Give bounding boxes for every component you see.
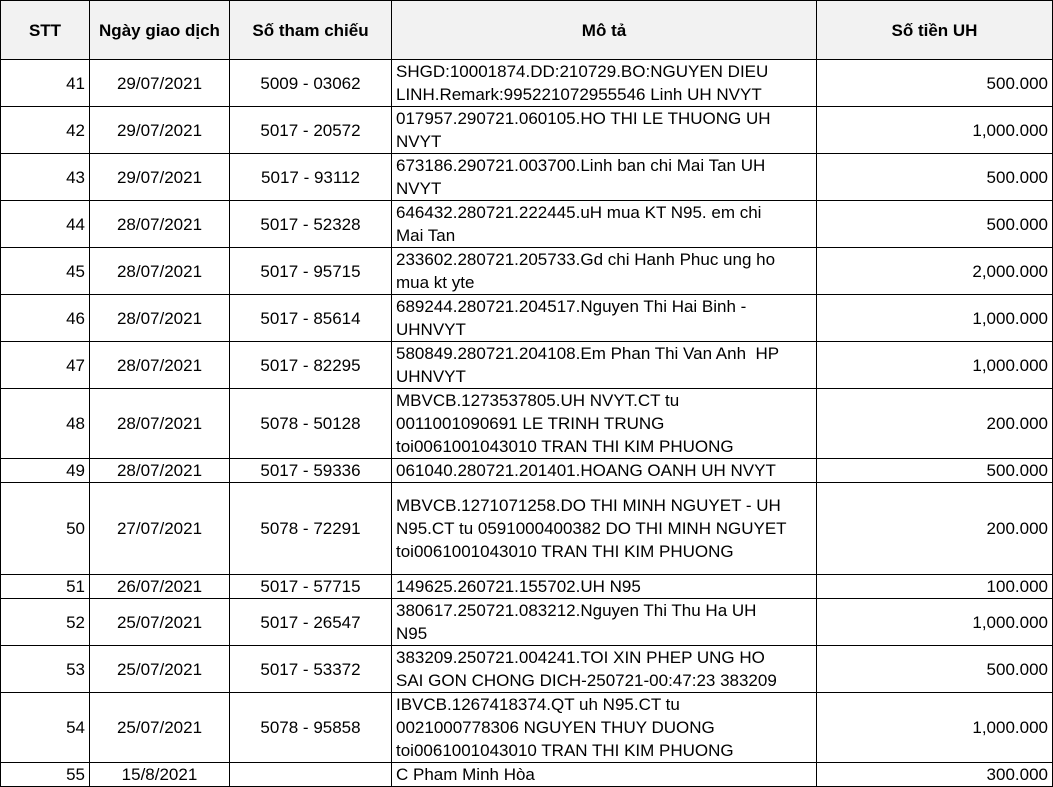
table-row (1, 575, 1053, 599)
table-row (1, 342, 1053, 389)
desc-line: toi0061001043010 TRAN THI KIM PHUONG (396, 542, 734, 561)
cell-stt: 55 (1, 763, 90, 787)
table-body (1, 60, 1053, 787)
desc-line: 673186.290721.003700.Linh ban chi Mai Tan UH (396, 156, 766, 175)
cell-ref: 5078 - 72291 (230, 483, 392, 575)
cell-ref: 5017 - 82295 (230, 342, 392, 389)
desc-line: MBVCB.1271071258.DO THI MINH NGUYET - UH (396, 496, 781, 515)
cell-amount: 500.000 (817, 154, 1053, 201)
table-row (1, 295, 1053, 342)
cell-amount: 1,000.000 (817, 342, 1053, 389)
cell-desc (392, 763, 817, 787)
header-desc: Mô tả (392, 1, 817, 60)
cell-desc (392, 389, 817, 459)
desc-line: 689244.280721.204517.Nguyen Thi Hai Binh - (396, 297, 747, 316)
cell-date: 25/07/2021 (90, 646, 230, 693)
cell-amount: 1,000.000 (817, 107, 1053, 154)
table-row (1, 389, 1053, 459)
cell-date: 25/07/2021 (90, 599, 230, 646)
cell-amount: 100.000 (817, 575, 1053, 599)
cell-amount: 500.000 (817, 201, 1053, 248)
desc-line: 0021000778306 NGUYEN THUY DUONG (396, 718, 715, 737)
cell-desc (392, 599, 817, 646)
cell-date: 27/07/2021 (90, 483, 230, 575)
cell-ref: 5078 - 95858 (230, 693, 392, 763)
cell-amount: 1,000.000 (817, 599, 1053, 646)
cell-date: 28/07/2021 (90, 295, 230, 342)
cell-desc (392, 248, 817, 295)
desc-line: 017957.290721.060105.HO THI LE THUONG UH (396, 109, 771, 128)
cell-ref: 5017 - 59336 (230, 459, 392, 483)
cell-amount: 500.000 (817, 459, 1053, 483)
cell-amount: 2,000.000 (817, 248, 1053, 295)
cell-amount: 200.000 (817, 483, 1053, 575)
cell-stt: 46 (1, 295, 90, 342)
cell-date: 29/07/2021 (90, 60, 230, 107)
table-row (1, 599, 1053, 646)
desc-line: toi0061001043010 TRAN THI KIM PHUONG (396, 741, 734, 760)
cell-desc (392, 154, 817, 201)
cell-desc (392, 575, 817, 599)
desc-line: C Pham Minh Hòa (396, 765, 535, 784)
cell-date: 25/07/2021 (90, 693, 230, 763)
desc-line: 383209.250721.004241.TOI XIN PHEP UNG HO (396, 648, 765, 667)
header-row (1, 1, 1053, 60)
cell-amount: 500.000 (817, 60, 1053, 107)
cell-stt: 54 (1, 693, 90, 763)
cell-date: 26/07/2021 (90, 575, 230, 599)
table-row (1, 763, 1053, 787)
cell-stt: 41 (1, 60, 90, 107)
desc-line: 380617.250721.083212.Nguyen Thi Thu Ha UH (396, 601, 757, 620)
cell-desc (392, 60, 817, 107)
cell-desc (392, 295, 817, 342)
cell-stt: 50 (1, 483, 90, 575)
cell-amount: 1,000.000 (817, 693, 1053, 763)
cell-stt: 45 (1, 248, 90, 295)
table-row (1, 646, 1053, 693)
desc-line: 149625.260721.155702.UH N95 (396, 577, 641, 596)
cell-stt: 49 (1, 459, 90, 483)
desc-line: LINH.Remark:995221072955546 Linh UH NVYT (396, 85, 762, 104)
table-row (1, 107, 1053, 154)
cell-desc (392, 646, 817, 693)
table-row (1, 201, 1053, 248)
desc-line: toi0061001043010 TRAN THI KIM PHUONG (396, 437, 734, 456)
desc-line: Mai Tan (396, 226, 456, 245)
table-row (1, 248, 1053, 295)
desc-line: mua kt yte (396, 273, 475, 292)
table-row (1, 459, 1053, 483)
desc-line: IBVCB.1267418374.QT uh N95.CT tu (396, 695, 680, 714)
cell-amount: 300.000 (817, 763, 1053, 787)
header-ref: Số tham chiếu (230, 1, 392, 60)
cell-desc (392, 342, 817, 389)
cell-ref: 5017 - 93112 (230, 154, 392, 201)
cell-date: 15/8/2021 (90, 763, 230, 787)
cell-date: 28/07/2021 (90, 201, 230, 248)
desc-line: 580849.280721.204108.Em Phan Thi Van Anh HP (396, 344, 780, 363)
desc-line: MBVCB.1273537805.UH NVYT.CT tu (396, 391, 680, 410)
cell-ref: 5078 - 50128 (230, 389, 392, 459)
desc-line: SAI GON CHONG DICH-250721-00:47:23 383209 (396, 671, 777, 690)
cell-desc (392, 201, 817, 248)
cell-ref: 5017 - 85614 (230, 295, 392, 342)
desc-line: NVYT (396, 132, 442, 151)
table-row (1, 154, 1053, 201)
cell-ref: 5017 - 53372 (230, 646, 392, 693)
table-row (1, 483, 1053, 575)
cell-stt: 42 (1, 107, 90, 154)
cell-desc (392, 693, 817, 763)
cell-stt: 51 (1, 575, 90, 599)
desc-line: UHNVYT (396, 367, 466, 386)
cell-stt: 44 (1, 201, 90, 248)
cell-stt: 48 (1, 389, 90, 459)
cell-date: 28/07/2021 (90, 342, 230, 389)
cell-ref: 5009 - 03062 (230, 60, 392, 107)
cell-stt: 43 (1, 154, 90, 201)
cell-amount: 1,000.000 (817, 295, 1053, 342)
cell-ref: 5017 - 95715 (230, 248, 392, 295)
cell-desc (392, 459, 817, 483)
cell-desc (392, 483, 817, 575)
cell-amount: 200.000 (817, 389, 1053, 459)
table-row (1, 693, 1053, 763)
desc-line: NVYT (396, 179, 442, 198)
header-stt: STT (1, 1, 90, 60)
cell-ref: 5017 - 20572 (230, 107, 392, 154)
cell-amount: 500.000 (817, 646, 1053, 693)
cell-ref (230, 763, 392, 787)
table-row (1, 60, 1053, 107)
cell-ref: 5017 - 52328 (230, 201, 392, 248)
header-amount: Số tiền UH (817, 1, 1053, 60)
desc-line: 0011001090691 LE TRINH TRUNG (396, 414, 665, 433)
desc-line: UHNVYT (396, 320, 466, 339)
cell-stt: 52 (1, 599, 90, 646)
desc-line: 061040.280721.201401.HOANG OANH UH NVYT (396, 461, 776, 480)
header-date: Ngày giao dịch (90, 1, 230, 60)
cell-date: 28/07/2021 (90, 248, 230, 295)
desc-line: N95.CT tu 0591000400382 DO THI MINH NGUYET (396, 519, 787, 538)
cell-date: 29/07/2021 (90, 154, 230, 201)
cell-stt: 53 (1, 646, 90, 693)
desc-line: 233602.280721.205733.Gd chi Hanh Phuc ung ho (396, 250, 776, 269)
cell-date: 28/07/2021 (90, 389, 230, 459)
cell-stt: 47 (1, 342, 90, 389)
cell-desc (392, 107, 817, 154)
cell-ref: 5017 - 26547 (230, 599, 392, 646)
desc-line: N95 (396, 624, 428, 643)
desc-line: 646432.280721.222445.uH mua KT N95. em chi (396, 203, 762, 222)
cell-date: 29/07/2021 (90, 107, 230, 154)
cell-date: 28/07/2021 (90, 459, 230, 483)
cell-ref: 5017 - 57715 (230, 575, 392, 599)
desc-line: SHGD:10001874.DD:210729.BO:NGUYEN DIEU (396, 62, 769, 81)
